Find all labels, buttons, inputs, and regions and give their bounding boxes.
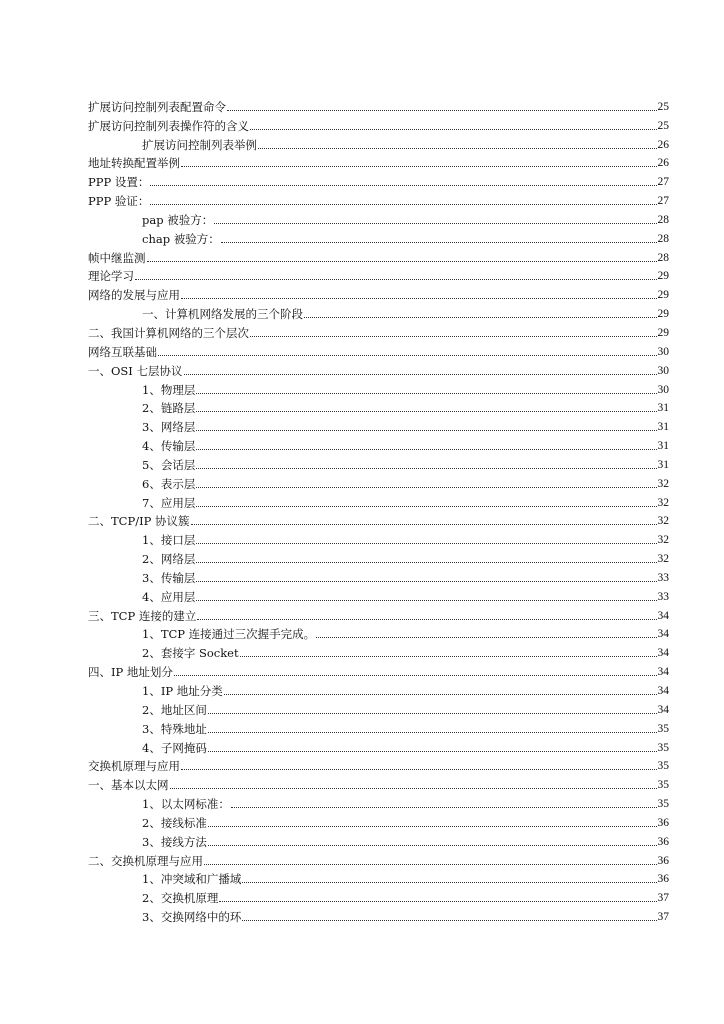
dot-leader [158, 355, 657, 356]
toc-entry-page: 31 [657, 402, 669, 415]
toc-entry-title: 扩展访问控制列表配置命令 [88, 99, 226, 114]
toc-entry-page: 25 [657, 119, 669, 132]
dot-leader [250, 336, 657, 337]
dot-leader [181, 298, 657, 299]
toc-entry[interactable] [88, 415, 669, 434]
dot-leader [196, 393, 656, 394]
dot-leader [135, 279, 657, 280]
toc-entry-title: 2、套接字 Socket [142, 646, 239, 661]
toc-entry[interactable] [88, 679, 669, 698]
dot-leader [181, 166, 657, 167]
toc-entry-title: 四、IP 地址划分 [88, 665, 173, 680]
toc-entry-page: 32 [657, 534, 669, 547]
toc-entry-page: 26 [657, 138, 669, 151]
toc-entry[interactable] [88, 528, 669, 547]
table-of-contents [88, 95, 669, 924]
toc-entry[interactable] [88, 830, 669, 849]
toc-entry-page: 37 [657, 911, 669, 924]
toc-entry-title: 2、地址区间 [142, 702, 207, 717]
toc-entry[interactable] [88, 340, 669, 359]
dot-leader [231, 807, 657, 808]
toc-entry-page: 31 [657, 421, 669, 434]
dot-leader [147, 261, 657, 262]
toc-entry[interactable] [88, 491, 669, 510]
dot-leader [214, 223, 656, 224]
dot-leader [181, 769, 657, 770]
toc-entry-page: 35 [657, 779, 669, 792]
toc-entry-page: 36 [657, 816, 669, 829]
toc-entry-page: 31 [657, 440, 669, 453]
toc-entry-page: 34 [657, 666, 669, 679]
toc-entry[interactable] [88, 114, 669, 133]
toc-entry-title: 4、子网掩码 [142, 740, 207, 755]
toc-entry-title: 2、网络层 [142, 552, 196, 567]
toc-entry-page: 28 [657, 251, 669, 264]
toc-entry-page: 35 [657, 722, 669, 735]
toc-entry[interactable] [88, 604, 669, 623]
dot-leader [191, 524, 657, 525]
toc-entry-title: 5、会话层 [142, 457, 196, 472]
toc-entry[interactable] [88, 566, 669, 585]
toc-entry-title: 扩展访问控制列表举例 [142, 137, 257, 152]
toc-entry-page: 35 [657, 741, 669, 754]
toc-entry-page: 30 [657, 383, 669, 396]
toc-entry-title: 网络的发展与应用 [88, 288, 180, 303]
dot-leader [150, 204, 656, 205]
dot-leader [304, 317, 657, 318]
toc-entry-page: 29 [657, 289, 669, 302]
dot-leader [196, 487, 656, 488]
toc-entry[interactable] [88, 755, 669, 774]
dot-leader [170, 788, 657, 789]
toc-entry-page: 28 [657, 232, 669, 245]
toc-entry-page: 35 [657, 798, 669, 811]
dot-leader [258, 148, 657, 149]
toc-entry-page: 34 [657, 647, 669, 660]
toc-entry[interactable] [88, 698, 669, 717]
toc-entry-page: 29 [657, 270, 669, 283]
dot-leader [240, 656, 657, 657]
toc-entry-title: 3、网络层 [142, 420, 196, 435]
toc-entry-title: 3、交换网络中的环 [142, 910, 242, 925]
toc-entry[interactable] [88, 660, 669, 679]
toc-entry-title: 扩展访问控制列表操作符的含义 [88, 118, 249, 133]
toc-entry[interactable] [88, 641, 669, 660]
toc-entry[interactable] [88, 95, 669, 114]
toc-entry-title: 1、冲突域和广播域 [142, 872, 242, 887]
toc-entry-page: 33 [657, 590, 669, 603]
dot-leader [221, 242, 657, 243]
toc-entry[interactable] [88, 472, 669, 491]
toc-entry[interactable] [88, 585, 669, 604]
toc-entry-title: 3、接线方法 [142, 834, 207, 849]
toc-entry-page: 29 [657, 308, 669, 321]
dot-leader [204, 864, 657, 865]
toc-entry-page: 34 [657, 628, 669, 641]
toc-entry-title: 4、应用层 [142, 589, 196, 604]
dot-leader [184, 374, 657, 375]
toc-entry[interactable] [88, 868, 669, 887]
toc-entry[interactable] [88, 189, 669, 208]
toc-entry-page: 27 [657, 176, 669, 189]
toc-entry[interactable] [88, 378, 669, 397]
toc-entry[interactable] [88, 717, 669, 736]
toc-entry-title: 地址转换配置举例 [88, 156, 180, 171]
toc-entry-page: 29 [657, 326, 669, 339]
dot-leader [208, 826, 657, 827]
toc-entry[interactable] [88, 265, 669, 284]
dot-leader [174, 675, 657, 676]
toc-entry-page: 27 [657, 195, 669, 208]
toc-entry[interactable] [88, 886, 669, 905]
toc-entry-title: 交换机原理与应用 [88, 759, 180, 774]
dot-leader [196, 468, 656, 469]
toc-entry[interactable] [88, 208, 669, 227]
toc-entry-title: 1、以太网标准： [142, 797, 230, 812]
dot-leader [208, 732, 657, 733]
toc-entry[interactable] [88, 434, 669, 453]
toc-entry-page: 28 [657, 213, 669, 226]
toc-entry-title: 1、TCP 连接通过三次握手完成。 [142, 627, 316, 642]
toc-entry-title: 帧中继监测 [88, 250, 146, 265]
dot-leader [196, 449, 656, 450]
toc-entry-page: 25 [657, 100, 669, 113]
toc-entry-title: 1、IP 地址分类 [142, 684, 223, 698]
toc-entry[interactable] [88, 397, 669, 416]
toc-entry-page: 26 [657, 157, 669, 170]
toc-entry-title: 3、特殊地址 [142, 721, 207, 736]
toc-entry-page: 30 [657, 364, 669, 377]
toc-entry-page: 34 [657, 685, 669, 697]
dot-leader [250, 129, 657, 130]
toc-entry-title: 6、表示层 [142, 476, 196, 491]
dot-leader [196, 600, 656, 601]
toc-entry-title: PPP 验证： [88, 194, 150, 209]
toc-entry-title: 一、OSI 七层协议 [88, 363, 183, 378]
toc-entry-title: 一、计算机网络发展的三个阶段 [142, 307, 303, 322]
toc-entry[interactable] [88, 170, 669, 189]
toc-entry-title: 1、物理层 [142, 382, 196, 397]
toc-entry[interactable] [88, 227, 669, 246]
toc-entry[interactable] [88, 510, 669, 529]
toc-entry-title: 一、基本以太网 [88, 778, 169, 793]
dot-leader [196, 543, 656, 544]
toc-entry[interactable] [88, 623, 669, 642]
toc-entry[interactable] [88, 905, 669, 924]
toc-entry[interactable] [88, 547, 669, 566]
toc-entry-title: 2、链路层 [142, 401, 196, 416]
toc-entry-page: 30 [657, 345, 669, 358]
dot-leader [316, 637, 656, 638]
dot-leader [219, 901, 656, 902]
toc-entry-page: 37 [657, 892, 669, 905]
toc-entry-title: 7、应用层 [142, 495, 196, 510]
toc-entry-title: pap 被验方： [142, 212, 214, 227]
dot-leader [150, 185, 656, 186]
dot-leader [224, 694, 657, 695]
toc-entry[interactable] [88, 773, 669, 792]
toc-entry[interactable] [88, 152, 669, 171]
dot-leader [196, 411, 656, 412]
toc-entry-title: 1、接口层 [142, 533, 196, 548]
toc-entry-page: 32 [657, 553, 669, 566]
toc-entry-title: 2、接线标准 [142, 815, 207, 830]
dot-leader [197, 619, 656, 620]
toc-entry[interactable] [88, 321, 669, 340]
toc-entry[interactable] [88, 792, 669, 811]
toc-entry-page: 34 [657, 609, 669, 622]
dot-leader [196, 430, 656, 431]
dot-leader [208, 751, 657, 752]
dot-leader [227, 110, 657, 111]
toc-entry[interactable] [88, 283, 669, 302]
toc-entry-page: 32 [657, 515, 669, 528]
toc-entry-page: 32 [657, 496, 669, 509]
toc-entry[interactable] [88, 736, 669, 755]
toc-entry-title: PPP 设置： [88, 175, 150, 190]
toc-entry-page: 31 [657, 458, 669, 471]
toc-entry-title: 二、TCP/IP 协议簇 [88, 514, 190, 529]
dot-leader [208, 713, 657, 714]
toc-entry-title: 二、我国计算机网络的三个层次 [88, 325, 249, 340]
toc-entry-page: 34 [657, 703, 669, 716]
dot-leader [196, 581, 656, 582]
toc-entry[interactable] [88, 133, 669, 152]
dot-leader [242, 920, 656, 921]
toc-entry-title: 二、交换机原理与应用 [88, 853, 203, 868]
dot-leader [208, 845, 657, 846]
toc-entry-title: 理论学习 [88, 269, 134, 284]
toc-entry-page: 32 [657, 477, 669, 490]
toc-entry[interactable] [88, 849, 669, 868]
toc-entry-title: chap 被验方： [142, 231, 220, 246]
toc-entry-page: 36 [657, 873, 669, 886]
toc-entry-title: 4、传输层 [142, 439, 196, 454]
dot-leader [196, 562, 656, 563]
toc-entry-page: 36 [657, 854, 669, 867]
toc-entry[interactable] [88, 811, 669, 830]
toc-entry[interactable] [88, 359, 669, 378]
dot-leader [196, 506, 656, 507]
toc-entry[interactable] [88, 453, 669, 472]
toc-entry-page: 35 [657, 760, 669, 773]
toc-entry-page: 33 [657, 571, 669, 584]
toc-entry-title: 3、传输层 [142, 570, 196, 585]
toc-entry-title: 网络互联基础 [88, 344, 157, 359]
toc-entry-title: 三、TCP 连接的建立 [88, 608, 197, 623]
toc-entry[interactable] [88, 246, 669, 265]
toc-entry-title: 2、交换机原理 [142, 891, 219, 906]
dot-leader [242, 882, 656, 883]
toc-entry-page: 36 [657, 835, 669, 848]
toc-entry[interactable] [88, 302, 669, 321]
